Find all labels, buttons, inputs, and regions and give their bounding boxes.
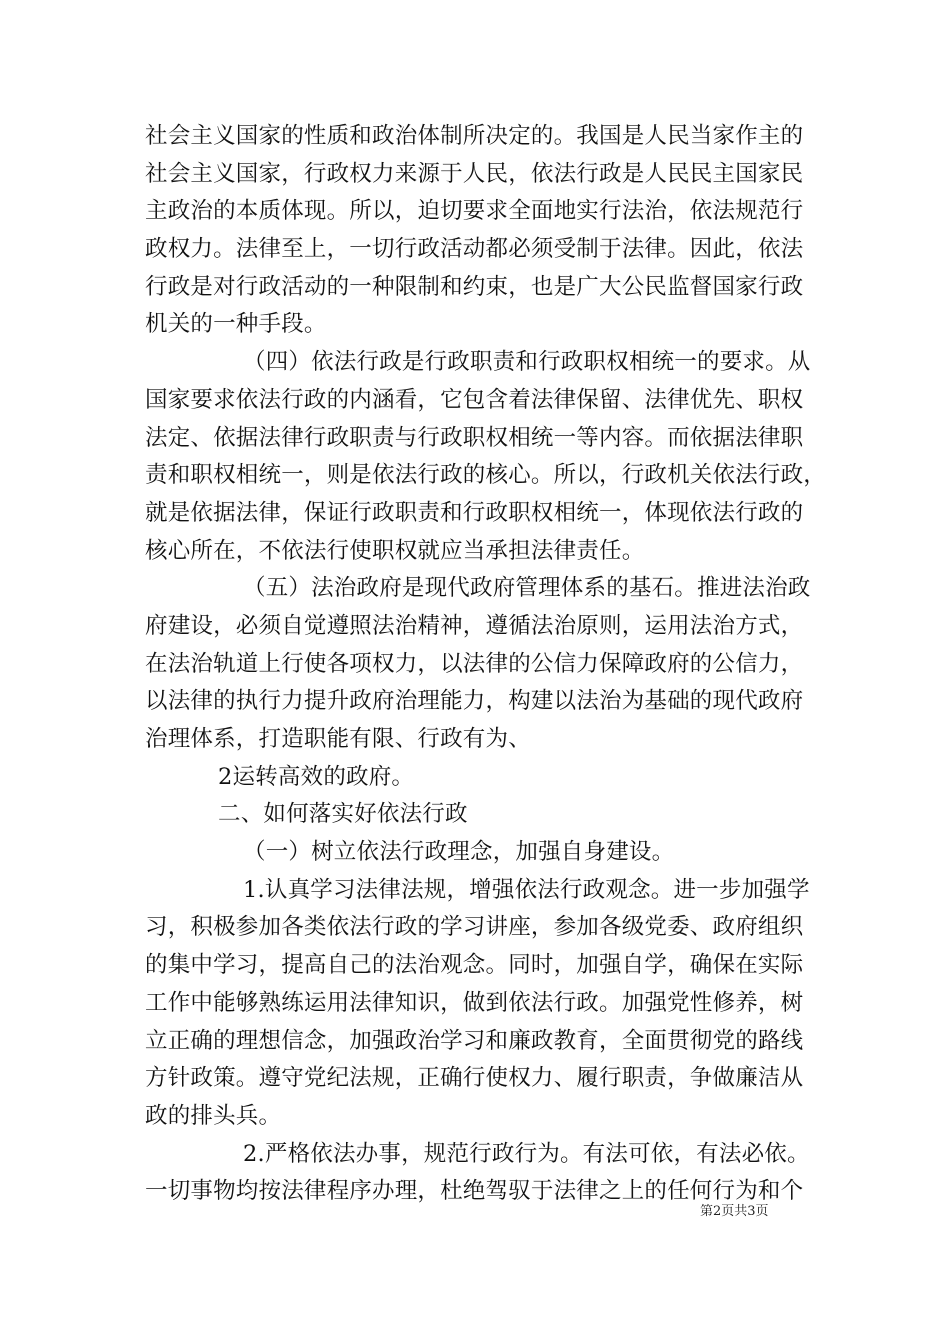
item-heading-1: 1.认真学习法律法规，增强依法行政观念。进一步加强学 (243, 876, 810, 903)
text-line: 政的排头兵。 (145, 1102, 282, 1129)
subsection-heading-1: （一）树立依法行政理念，加强自身建设。 (243, 839, 675, 866)
text-line: 以法律的执行力提升政府治理能力，构建以法治为基础的现代政府 (145, 688, 804, 715)
text-line: 府建设，必须自觉遵照法治精神，遵循法治原则，运用法治方式， (145, 612, 804, 639)
text-line: 行政是对行政活动的一种限制和约束，也是广大公民监督国家行政 (145, 273, 804, 300)
text-line: 机关的一种手段。 (145, 311, 327, 338)
section-heading-4: （四）依法行政是行政职责和行政职权相统一的要求。从 (243, 349, 811, 376)
text-line: 社会主义国家，行政权力来源于人民，依法行政是人民民主国家民 (145, 160, 804, 187)
text-line: 就是依据法律，保证行政职责和行政职权相统一，体现依法行政的 (145, 499, 804, 526)
text-line: 在法治轨道上行使各项权力，以法律的公信力保障政府的公信力， (145, 650, 804, 677)
text-line: 主政治的本质体现。所以，迫切要求全面地实行法治，依法规范行 (145, 198, 804, 225)
text-line: 习，积极参加各类依法行政的学习讲座，参加各级党委、政府组织 (145, 914, 804, 941)
text-line: 立正确的理想信念，加强政治学习和廉政教育，全面贯彻党的路线 (145, 1027, 804, 1054)
section-heading-5: （五）法治政府是现代政府管理体系的基石。推进法治政 (243, 575, 811, 602)
text-line: 一切事物均按法律程序办理，杜绝驾驭于法律之上的任何行为和个 (145, 1178, 804, 1205)
item-heading-2: 2.严格依法办事，规范行政行为。有法可依，有法必依。 (243, 1140, 810, 1167)
text-line: 核心所在，不依法行使职权就应当承担法律责任。 (145, 537, 645, 564)
text-line: 方针政策。遵守党纪法规，正确行使权力、履行职责，争做廉洁从 (145, 1065, 804, 1092)
text-line: 国家要求依法行政的内涵看，它包含着法律保留、法律优先、职权 (145, 386, 804, 413)
text-line: 2运转高效的政府。 (218, 763, 415, 790)
page-number: 第2页共3页 (700, 1204, 769, 1219)
text-line: 治理体系，打造职能有限、行政有为、 (145, 726, 531, 752)
text-line: 法定、依据法律行政职责与行政职权相统一等内容。而依据法律职 (145, 424, 804, 451)
text-line: 工作中能够熟练运用法律知识，做到依法行政。加强党性修养，树 (145, 989, 804, 1016)
chapter-heading: 二、如何落实好依法行政 (218, 801, 468, 828)
document-body (145, 118, 827, 1211)
text-line: 的集中学习，提高自己的法治观念。同时，加强自学，确保在实际 (145, 952, 804, 979)
text-line: 社会主义国家的性质和政治体制所决定的。我国是人民当家作主的 (145, 123, 804, 149)
text-line: 政权力。法律至上，一切行政活动都必须受制于法律。因此，依法 (145, 236, 804, 263)
text-line: 责和职权相统一，则是依法行政的核心。所以，行政机关依法行政， (145, 462, 827, 489)
